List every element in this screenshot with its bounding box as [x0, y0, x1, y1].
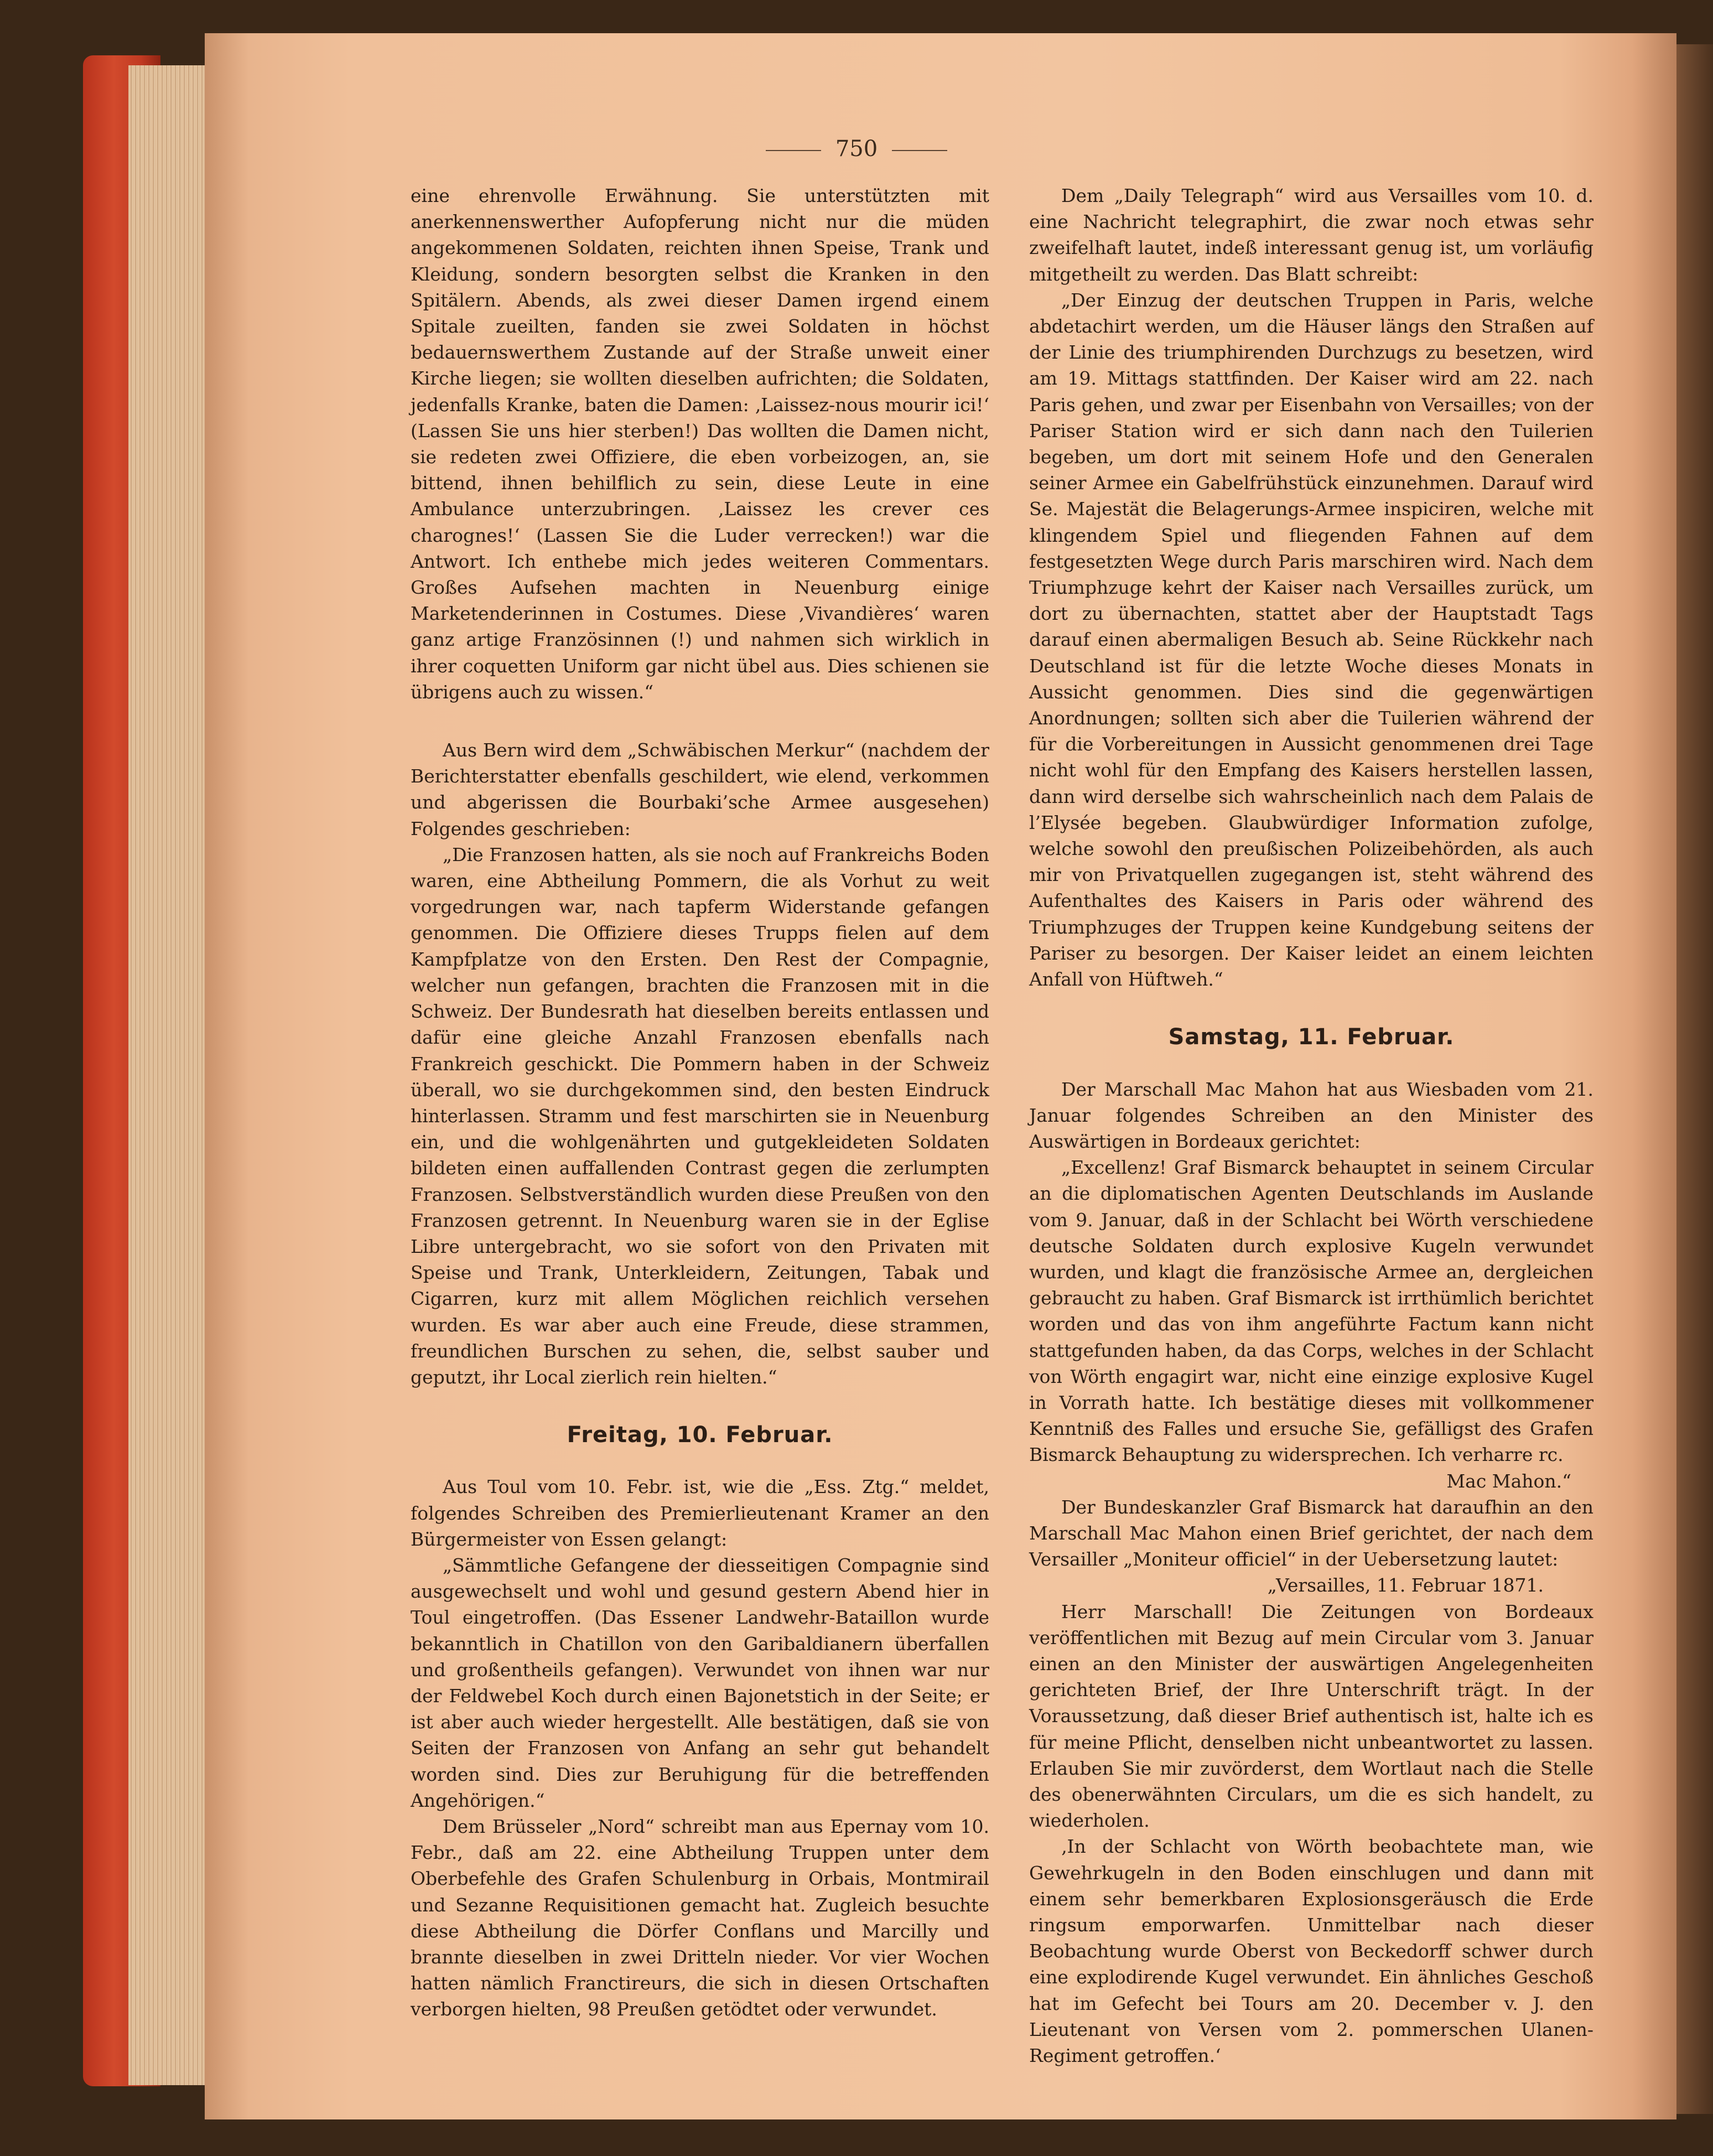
rule-right [892, 150, 947, 151]
page-number: 750 [835, 136, 878, 162]
signature: Mac Mahon.“ [1446, 1470, 1571, 1492]
page-edges [128, 65, 211, 2085]
paragraph: „Sämmtliche Gefangene der diesseitigen Compagnie sind ausgewechselt und wohl und gesund gestern Abend hier in Toul eingetroffen. (Das Essener Landwehr-Bataillon wurde bekanntlich in Chatillon von den Garibaldianern überfallen und großentheils gefangen). Verwundet von ihnen war nur der Feldwebel Koch durch einen Bajonetstich in der Seite; er ist aber auch wieder hergestellt. Alle bestätigen, daß sie von Seiten der Franzosen von Anfang an sehr gut behandelt worden sind. Dies zur Beruhigung für die betreffenden Angehörigen.“ [411, 1554, 989, 1811]
section-heading: Freitag, 10. Februar. [567, 1422, 833, 1448]
paragraph: eine ehrenvolle Erwähnung. Sie unterstützten mit anerkennenswerther Aufopferung nicht nur die müden angekommenen Soldaten, reichten ihnen Speise, Trank und Kleidung, sondern besorgten selbst die Kranken in den Spitälern. Abends, als zwei dieser Damen irgend einem Spitale zueilten, fanden sie zwei Soldaten in höchst bedauernswerthem Zustande auf der Straße unweit einer Kirche liegen; sie wollten dieselben aufrichten; die Soldaten, jedenfalls Kranke, baten die Damen: ‚Laissez-nous mourir ici!‘ (Lassen Sie uns hier sterben!) Das wollten die Damen nicht, sie redeten zwei Offiziere, die eben vorbeizogen, an, sie bittend, ihnen behilflich zu sein, diese Leute in eine Ambulance unterzubringen. ‚Laissez les crever ces charognes!‘ (Lassen Sie die Luder verrecken!) war die Antwort. Ich enthebe mich jedes weiteren Commentars. Großes Aufsehen machten in Neuenburg einige Marketenderinnen in Costumes. Diese ‚Vivandières‘ waren ganz artige Französinnen (!) und nahmen sich wirklich in ihrer coquetten Uniform gar nicht übel aus. Dies schienen sie übrigens auch zu wissen.“ [411, 185, 989, 703]
rule-left [766, 150, 821, 151]
book-gutter-shadow [1676, 44, 1713, 2114]
page-number-line [0, 136, 1713, 162]
paragraph: Der Bundeskanzler Graf Bismarck hat daraufhin an den Marschall Mac Mahon einen Brief gerichtet, der nach dem Versailler „Moniteur officiel“ in der Uebersetzung lautet: [1029, 1496, 1593, 1571]
paragraph: Dem „Daily Telegraph“ wird aus Versailles vom 10. d. eine Nachricht telegraphirt, die zwar noch etwas sehr zweifelhaft lautet, indeß interessant genug ist, um vorläufig mitgetheilt zu werden. Das Blatt schreibt: [1029, 185, 1593, 285]
paragraph: „Excellenz! Graf Bismarck behauptet in seinem Circular an die diplomatischen Agenten Deutschlands im Auslande vom 9. Januar, daß in der Schlacht bei Wörth verschiedene deutsche Soldaten durch explosive Kugeln verwundet wurden, und klagt die französische Armee an, dergleichen gebraucht zu haben. Graf Bismarck ist irrthümlich berichtet worden und das von ihm angeführte Factum kann nicht stattgefunden haben, da das Corps, welches in der Schlacht von Wörth engagirt war, nicht eine einzige explosive Kugel in Vorrath hatte. Ich bestätige dieses mit vollkommener Kenntniß des Falles und ersuche Sie, gefälligst des Grafen Bismarck Behauptung zu widersprechen. Ich verharre rc. [1029, 1157, 1593, 1466]
section-heading: Samstag, 11. Februar. [1168, 1024, 1455, 1050]
paragraph: „Der Einzug der deutschen Truppen in Paris, welche abdetachirt werden, um die Häuser längs den Straßen auf der Linie des triumphirenden Durchzugs zu besetzen, wird am 19. Mittags stattfinden. Der Kaiser wird am 22. nach Paris gehen, und zwar per Eisenbahn von Versailles; von der Pariser Station wird er sich dann nach den Tuilerien begeben, um dort mit seinem Hofe und den Generalen seiner Armee ein Gabelfrühstück einzunehmen. Darauf wird Se. Majestät die Belagerungs-Armee inspiciren, welche mit klingendem Spiel und fliegenden Fahnen auf dem festgesetzten Wege durch Paris marschiren wird. Nach dem Triumphzuge kehrt der Kaiser nach Versailles zurück, um dort zu übernachten, stattet aber der Hauptstadt Tags darauf einen abermaligen Besuch ab. Seine Rückkehr nach Deutschland ist für die letzte Woche dieses Monats in Aussicht genommen. Dies sind die gegenwärtigen Anordnungen; sollten sich aber die Tuilerien während der für die Vorbereitungen in Aussicht genommenen drei Tage nicht wohl für den Empfang des Kaisers herstellen lassen, dann wird derselbe sich wahrscheinlich nach dem Palais de l’Elysée begeben. Glaubwürdiger Information zufolge, welche sowohl den preußischen Polizeibehörden, als auch mir von Privatquellen zugegangen ist, steht während des Aufenthaltes des Kaisers in Paris oder während des Triumphzuges der Truppen keine Kundgebung seitens der Pariser zu besorgen. Der Kaiser leidet an einem leichten Anfall von Hüftweh.“ [1029, 289, 1593, 991]
left-column [411, 183, 989, 2023]
paragraph: „Die Franzosen hatten, als sie noch auf Frankreichs Boden waren, eine Abtheilung Pommern, die als Vorhut zu weit vorgedrungen war, nach tapferm Widerstande gefangen genommen. Die Offiziere dieses Trupps fielen auf dem Kampfplatze von den Ersten. Den Rest der Compagnie, welcher nun gefangen, brachten die Franzosen mit in die Schweiz. Der Bundesrath hat dieselben bereits entlassen und dafür eine gleiche Anzahl Franzosen ebenfalls nach Frankreich geschickt. Die Pommern haben in der Schweiz überall, wo sie durchgekommen sind, den besten Eindruck hinterlassen. Stramm und fest marschirten sie in Neuenburg ein, und die wohlgenährten und gutgekleideten Soldaten bildeten einen auffallenden Contrast gegen die zerlumpten Franzosen. Selbstverständlich wurden diese Preußen von den Franzosen getrennt. In Neuenburg waren sie in der Eglise Libre untergebracht, wo sie sofort von den Privaten mit Speise und Trank, Unterkleidern, Zeitungen, Tabak und Cigarren, kurz mit allem Möglichen reichlich versehen wurden. Es war aber auch eine Freude, diese strammen, freundlichen Burschen zu sehen, die, selbst sauber und geputzt, ihr Local zierlich rein hielten.“ [411, 843, 989, 1388]
paragraph: ‚In der Schlacht von Wörth beobachtete man, wie Gewehrkugeln in den Boden einschlugen und dann mit einem sehr bemerkbaren Explosionsgeräusch die Erde ringsum emporwarfen. Unmittelbar nach dieser Beobachtung wurde Oberst von Beckedorff schwer durch eine explodirende Kugel verwundet. Ein ähnliches Geschoß hat im Gefecht bei Tours am 20. December v. J. den Lieutenant von Versen vom 2. pommerschen Ulanen-Regiment getroffen.‘ [1029, 1836, 1593, 2067]
paragraph: Aus Toul vom 10. Febr. ist, wie die „Ess. Ztg.“ meldet, folgendes Schreiben des Premierlieutenant Kramer an den Bürgermeister von Essen gelangt: [411, 1476, 989, 1550]
paragraph: Aus Bern wird dem „Schwäbischen Merkur“ (nachdem der Berichterstatter ebenfalls geschildert, wie elend, verkommen und abgerissen die Bourbaki’sche Armee ausgesehen) Folgendes geschrieben: [411, 739, 989, 839]
paragraph: Der Marschall Mac Mahon hat aus Wiesbaden vom 21. Januar folgendes Schreiben an den Minister des Auswärtigen in Bordeaux gerichtet: [1029, 1078, 1593, 1152]
paragraph: Herr Marschall! Die Zeitungen von Bordeaux veröffentlichen mit Bezug auf mein Circular vom 3. Januar einen an den Minister der auswärtigen Angelegenheiten gerichteten Brief, der Ihre Unterschrift trägt. In der Voraussetzung, daß dieser Brief authentisch ist, halte ich es für meine Pflicht, denselben nicht unbeantwortet zu lassen. Erlauben Sie mir zuvörderst, dem Wortlaut nach die Stelle des obenerwähnten Circulars, um die es sich handelt, zu wiederholen. [1029, 1600, 1593, 1832]
right-column [1029, 183, 1593, 2069]
dateline: „Versailles, 11. Februar 1871. [1267, 1574, 1544, 1597]
paragraph: Dem Brüsseler „Nord“ schreibt man aus Epernay vom 10. Febr., daß am 22. eine Abtheilung Truppen unter dem Oberbefehle des Grafen Schulenburg in Orbais, Montmirail und Sezanne Requisitionen gemacht hat. Zugleich besuchte diese Abtheilung die Dörfer Conflans und Marcilly und brannte dieselben in zwei Dritteln nieder. Vor vier Wochen hatten nämlich Franctireurs, die sich in diesen Ortschaften verborgen hielten, 98 Preußen getödtet oder verwundet. [411, 1815, 989, 2020]
